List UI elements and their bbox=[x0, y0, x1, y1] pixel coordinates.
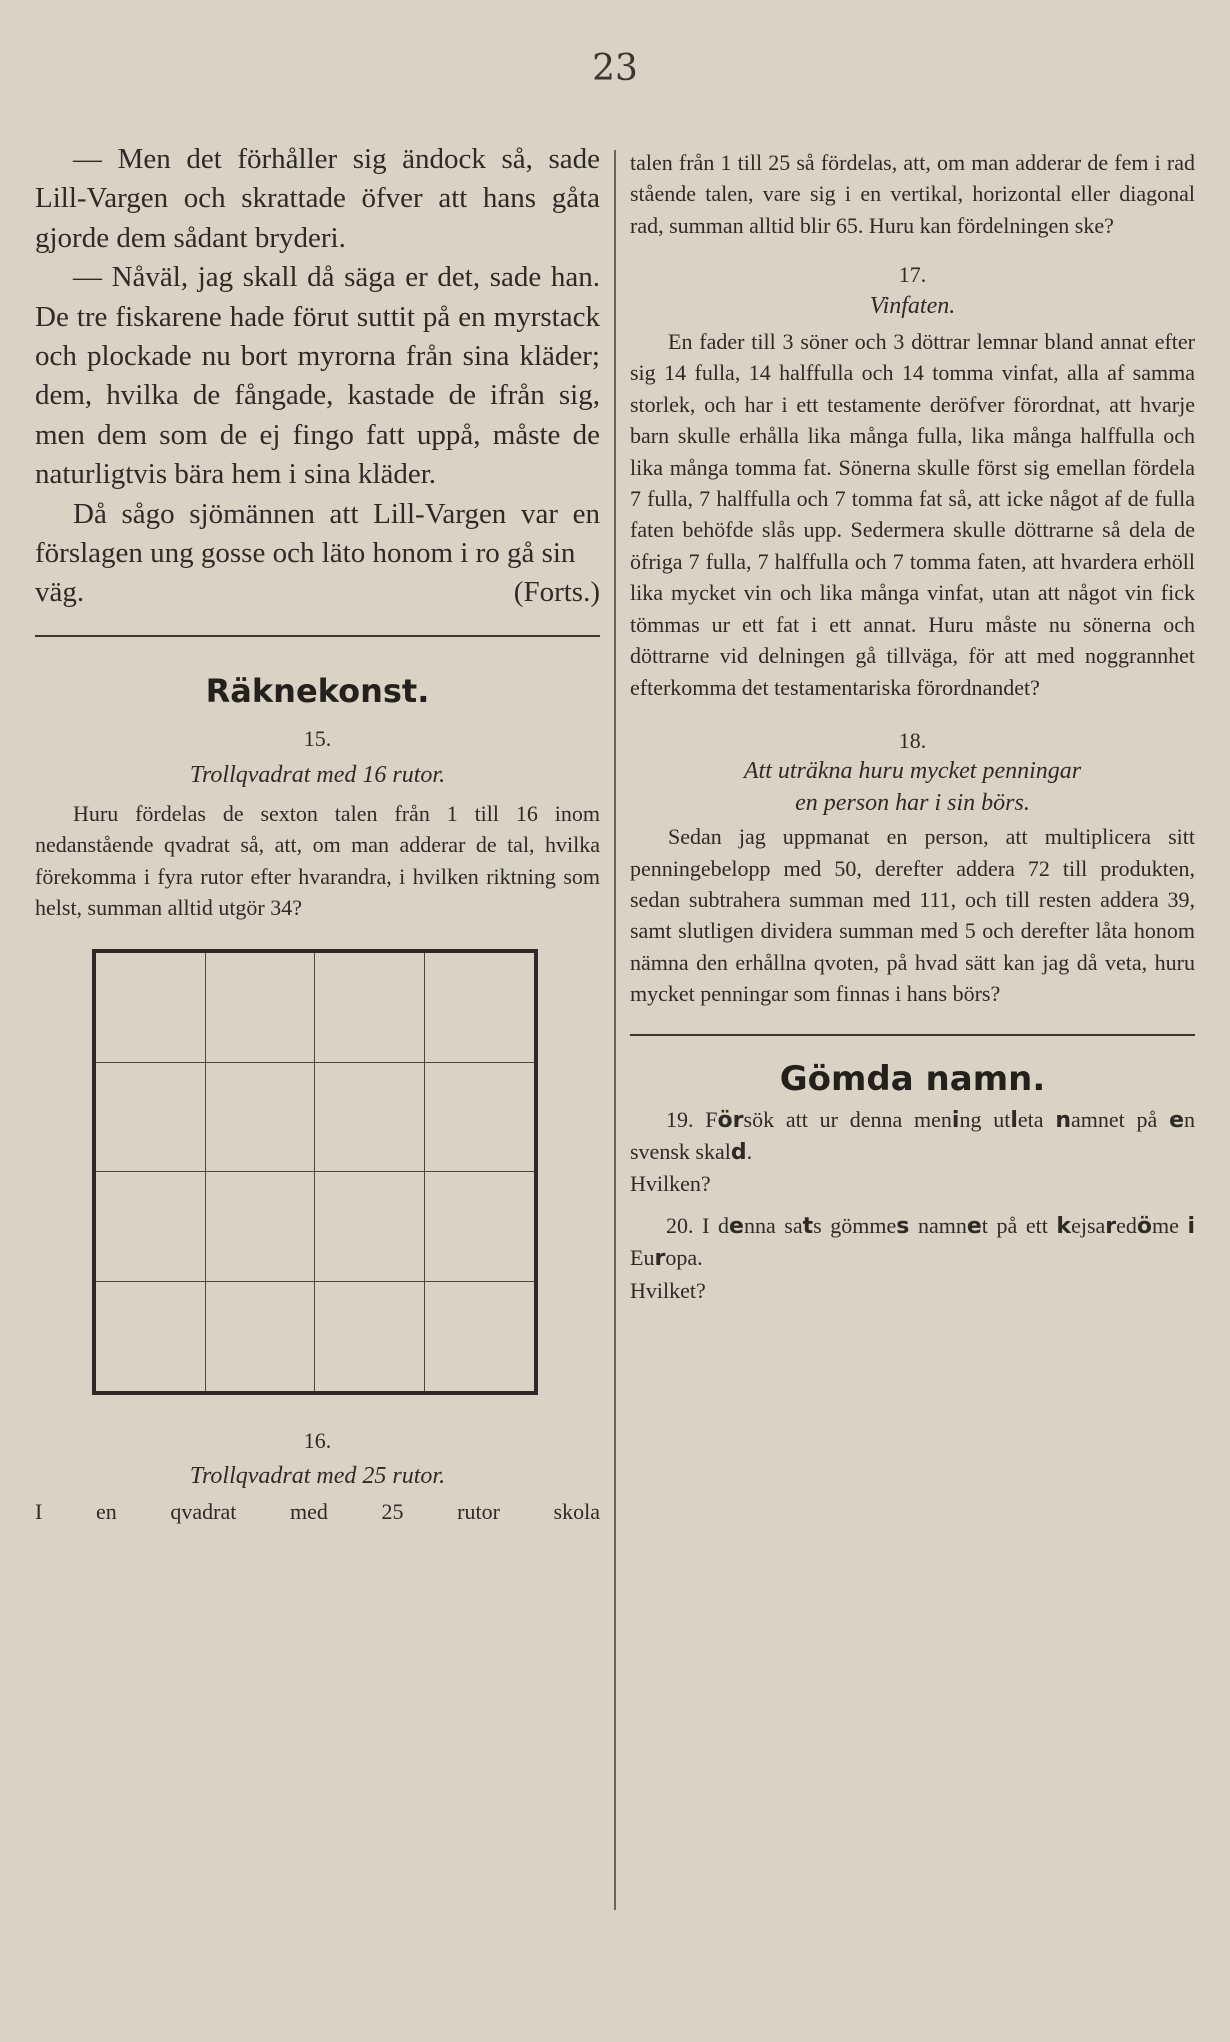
hidden-letter: ö bbox=[1136, 1213, 1153, 1239]
puzzle-number: 15. bbox=[303, 725, 332, 751]
grid-cell bbox=[315, 953, 425, 1063]
grid-cell bbox=[425, 953, 535, 1063]
text-fragment: F bbox=[705, 1106, 718, 1132]
text-fragment: eta bbox=[1017, 1106, 1056, 1132]
grid-cell bbox=[96, 1172, 206, 1282]
puzzle-title: Vinfaten. bbox=[869, 292, 956, 319]
hidden-letter: e bbox=[729, 1213, 744, 1239]
hidden-letter: i bbox=[1187, 1213, 1196, 1239]
continued-label: (Forts.) bbox=[513, 576, 600, 609]
text-fragment: ejsa bbox=[1071, 1212, 1106, 1238]
grid-cell bbox=[315, 1282, 425, 1392]
hidden-letter: r bbox=[732, 1107, 744, 1133]
puzzle-text: talen från 1 till 25 så fördelas, att, om man adderar de fem i rad stående talen, vare sig i en vertikal, horizontal eller diagonal rad, summan alltid blir 65. Huru kan fördelningen ske? bbox=[630, 150, 1195, 238]
grid-cell bbox=[315, 1063, 425, 1173]
puzzle-title: Trollqvadrat med 16 rutor. bbox=[189, 762, 446, 789]
hidden-letter: s bbox=[896, 1213, 910, 1239]
text-fragment: namn bbox=[909, 1212, 967, 1238]
text-fragment: s gömme bbox=[813, 1212, 897, 1238]
hidden-letter: e bbox=[966, 1213, 982, 1239]
grid-cell bbox=[206, 1172, 316, 1282]
puzzle-19 bbox=[630, 1104, 1195, 1169]
puzzle-title: en person har i sin börs. bbox=[795, 789, 1030, 816]
puzzle-number: 16. bbox=[303, 1428, 332, 1454]
text-fragment: t på ett bbox=[981, 1212, 1057, 1238]
puzzle-text bbox=[630, 1213, 1195, 1270]
text-fragment: amnet på bbox=[1070, 1106, 1170, 1132]
magic-square-grid bbox=[92, 949, 538, 1395]
grid-cell bbox=[96, 1282, 206, 1392]
story-paragraph: — Nåväl, jag skall då säga er det, sade han. De tre fiskarene hade förut suttit på en myrstack och plockade nu bort myrorna från sina kläder; dem, hvilka de fångade, kastade de ifrån sig, men dem som de ej fingo fatt uppå, måste de naturligtvis bära hem i sina kläder. bbox=[35, 261, 600, 491]
hidden-letter: n bbox=[1055, 1107, 1071, 1133]
grid-cell bbox=[206, 1063, 316, 1173]
grid-cell bbox=[206, 1282, 316, 1392]
puzzle-text bbox=[630, 1107, 1195, 1164]
hidden-letter: r bbox=[654, 1246, 666, 1272]
story-last-word: väg. bbox=[35, 576, 85, 609]
page-number: 23 bbox=[592, 48, 638, 89]
text-fragment: ed bbox=[1116, 1212, 1137, 1238]
hidden-letter: t bbox=[802, 1213, 814, 1239]
text-fragment: ng ut bbox=[959, 1106, 1011, 1132]
text-fragment: I d bbox=[702, 1212, 730, 1238]
hidden-letter: e bbox=[1169, 1107, 1184, 1133]
hidden-letter: r bbox=[1105, 1213, 1117, 1239]
puzzle-text: Sedan jag uppmanat en person, att multiplicera sitt penningebelopp med 50, derefter addera 72 till produkten, sedan subtrahera summan med 111, och till resten addera 39, samt slutligen dividera summan med 5 och derefter låta honom nämna den erhållna qvoten, på hvad sätt kan jag då veta, huru mycket penningar som finnas i hans börs? bbox=[630, 824, 1195, 1007]
hidden-letter: k bbox=[1056, 1213, 1072, 1239]
puzzle-title: Att uträkna huru mycket penningar bbox=[743, 758, 1082, 785]
puzzle-question: Hvilken? bbox=[630, 1171, 711, 1197]
puzzle-question: Hvilket? bbox=[630, 1277, 706, 1303]
puzzle-text: En fader till 3 söner och 3 döttrar lemnar bland annat efter sig 14 fulla, 14 halffulla och 14 tomma vinfat, alla af samma storlek, och har i ett testamente deröfver förordnat, att hvarje barn skulle erhålla lika många fulla, lika många halffulla och lika många tomma fat. Sönerna skulle först sig emellan fördela 7 fulla, 7 halffulla och 7 tomma fat så, att icke något af de fulla faten behöfde slås upp. Sedermera skulle döttrarne så dela de öfriga 7 fulla, 7 halffulla och 7 tomma faten, att hvardera erhöll lika mycket vin och lika många vinfat, utan att något vin fick tömmas ur ett fat i ett annat. Huru måste nu sönerna och döttrarne vid delningen gå tillväga, för att med noggrannhet efterkomma det testamentariska förordnandet? bbox=[630, 329, 1195, 700]
left-column bbox=[35, 140, 600, 1528]
grid-cell bbox=[315, 1172, 425, 1282]
text-fragment: me bbox=[1152, 1212, 1188, 1238]
section-rule bbox=[630, 1034, 1195, 1036]
text-fragment: sök att ur denna men bbox=[743, 1106, 952, 1132]
section-rule bbox=[35, 635, 600, 637]
hidden-letter: ö bbox=[717, 1107, 733, 1133]
grid-cell bbox=[425, 1172, 535, 1282]
grid-cell bbox=[96, 1063, 206, 1173]
puzzle-text: I en qvadrat med 25 rutor skola bbox=[35, 1499, 600, 1525]
story-paragraph: — Men det förhåller sig ändock så, sade Lill-Vargen och skrattade öfver att hans gåta gjorde dem sådant bryderi. bbox=[35, 143, 600, 254]
hidden-letter: d bbox=[730, 1139, 747, 1165]
puzzle-number: 20. bbox=[666, 1212, 694, 1238]
text-fragment: n svensk skal bbox=[630, 1106, 1195, 1164]
puzzle-title: Trollqvadrat med 25 rutor. bbox=[189, 1462, 446, 1489]
puzzle-number: 17. bbox=[898, 262, 927, 288]
grid-cell bbox=[206, 953, 316, 1063]
hidden-letter: l bbox=[1010, 1107, 1018, 1133]
puzzle-text: Huru fördelas de sexton talen från 1 till 16 inom nedanstående qvadrat så, att, om man adderar de tal, hvilka förekomma i fyra rutor efter hvarandra, i hvilken riktning som helst, summan alltid utgör 34? bbox=[35, 800, 600, 920]
puzzle-number: 19. bbox=[666, 1106, 694, 1132]
section-title: Räknekonst. bbox=[205, 671, 430, 710]
grid-cell bbox=[96, 953, 206, 1063]
section-title: Gömda namn. bbox=[779, 1058, 1046, 1099]
puzzle-number: 18. bbox=[898, 727, 927, 753]
text-fragment: opa. bbox=[665, 1245, 703, 1271]
story-ending bbox=[35, 573, 600, 612]
grid-cell bbox=[425, 1063, 535, 1173]
column-divider bbox=[614, 150, 616, 1910]
text-fragment: . bbox=[746, 1138, 753, 1164]
grid-cell bbox=[425, 1282, 535, 1392]
text-fragment: Eu bbox=[630, 1245, 655, 1271]
text-fragment: nna sa bbox=[743, 1212, 803, 1238]
hidden-letter: i bbox=[951, 1107, 960, 1133]
puzzle-20 bbox=[630, 1210, 1195, 1275]
right-column bbox=[630, 147, 1195, 1306]
story-paragraph: Då sågo sjömännen att Lill-Vargen var en förslagen ung gosse och läto honom i ro gå sin bbox=[35, 497, 600, 570]
